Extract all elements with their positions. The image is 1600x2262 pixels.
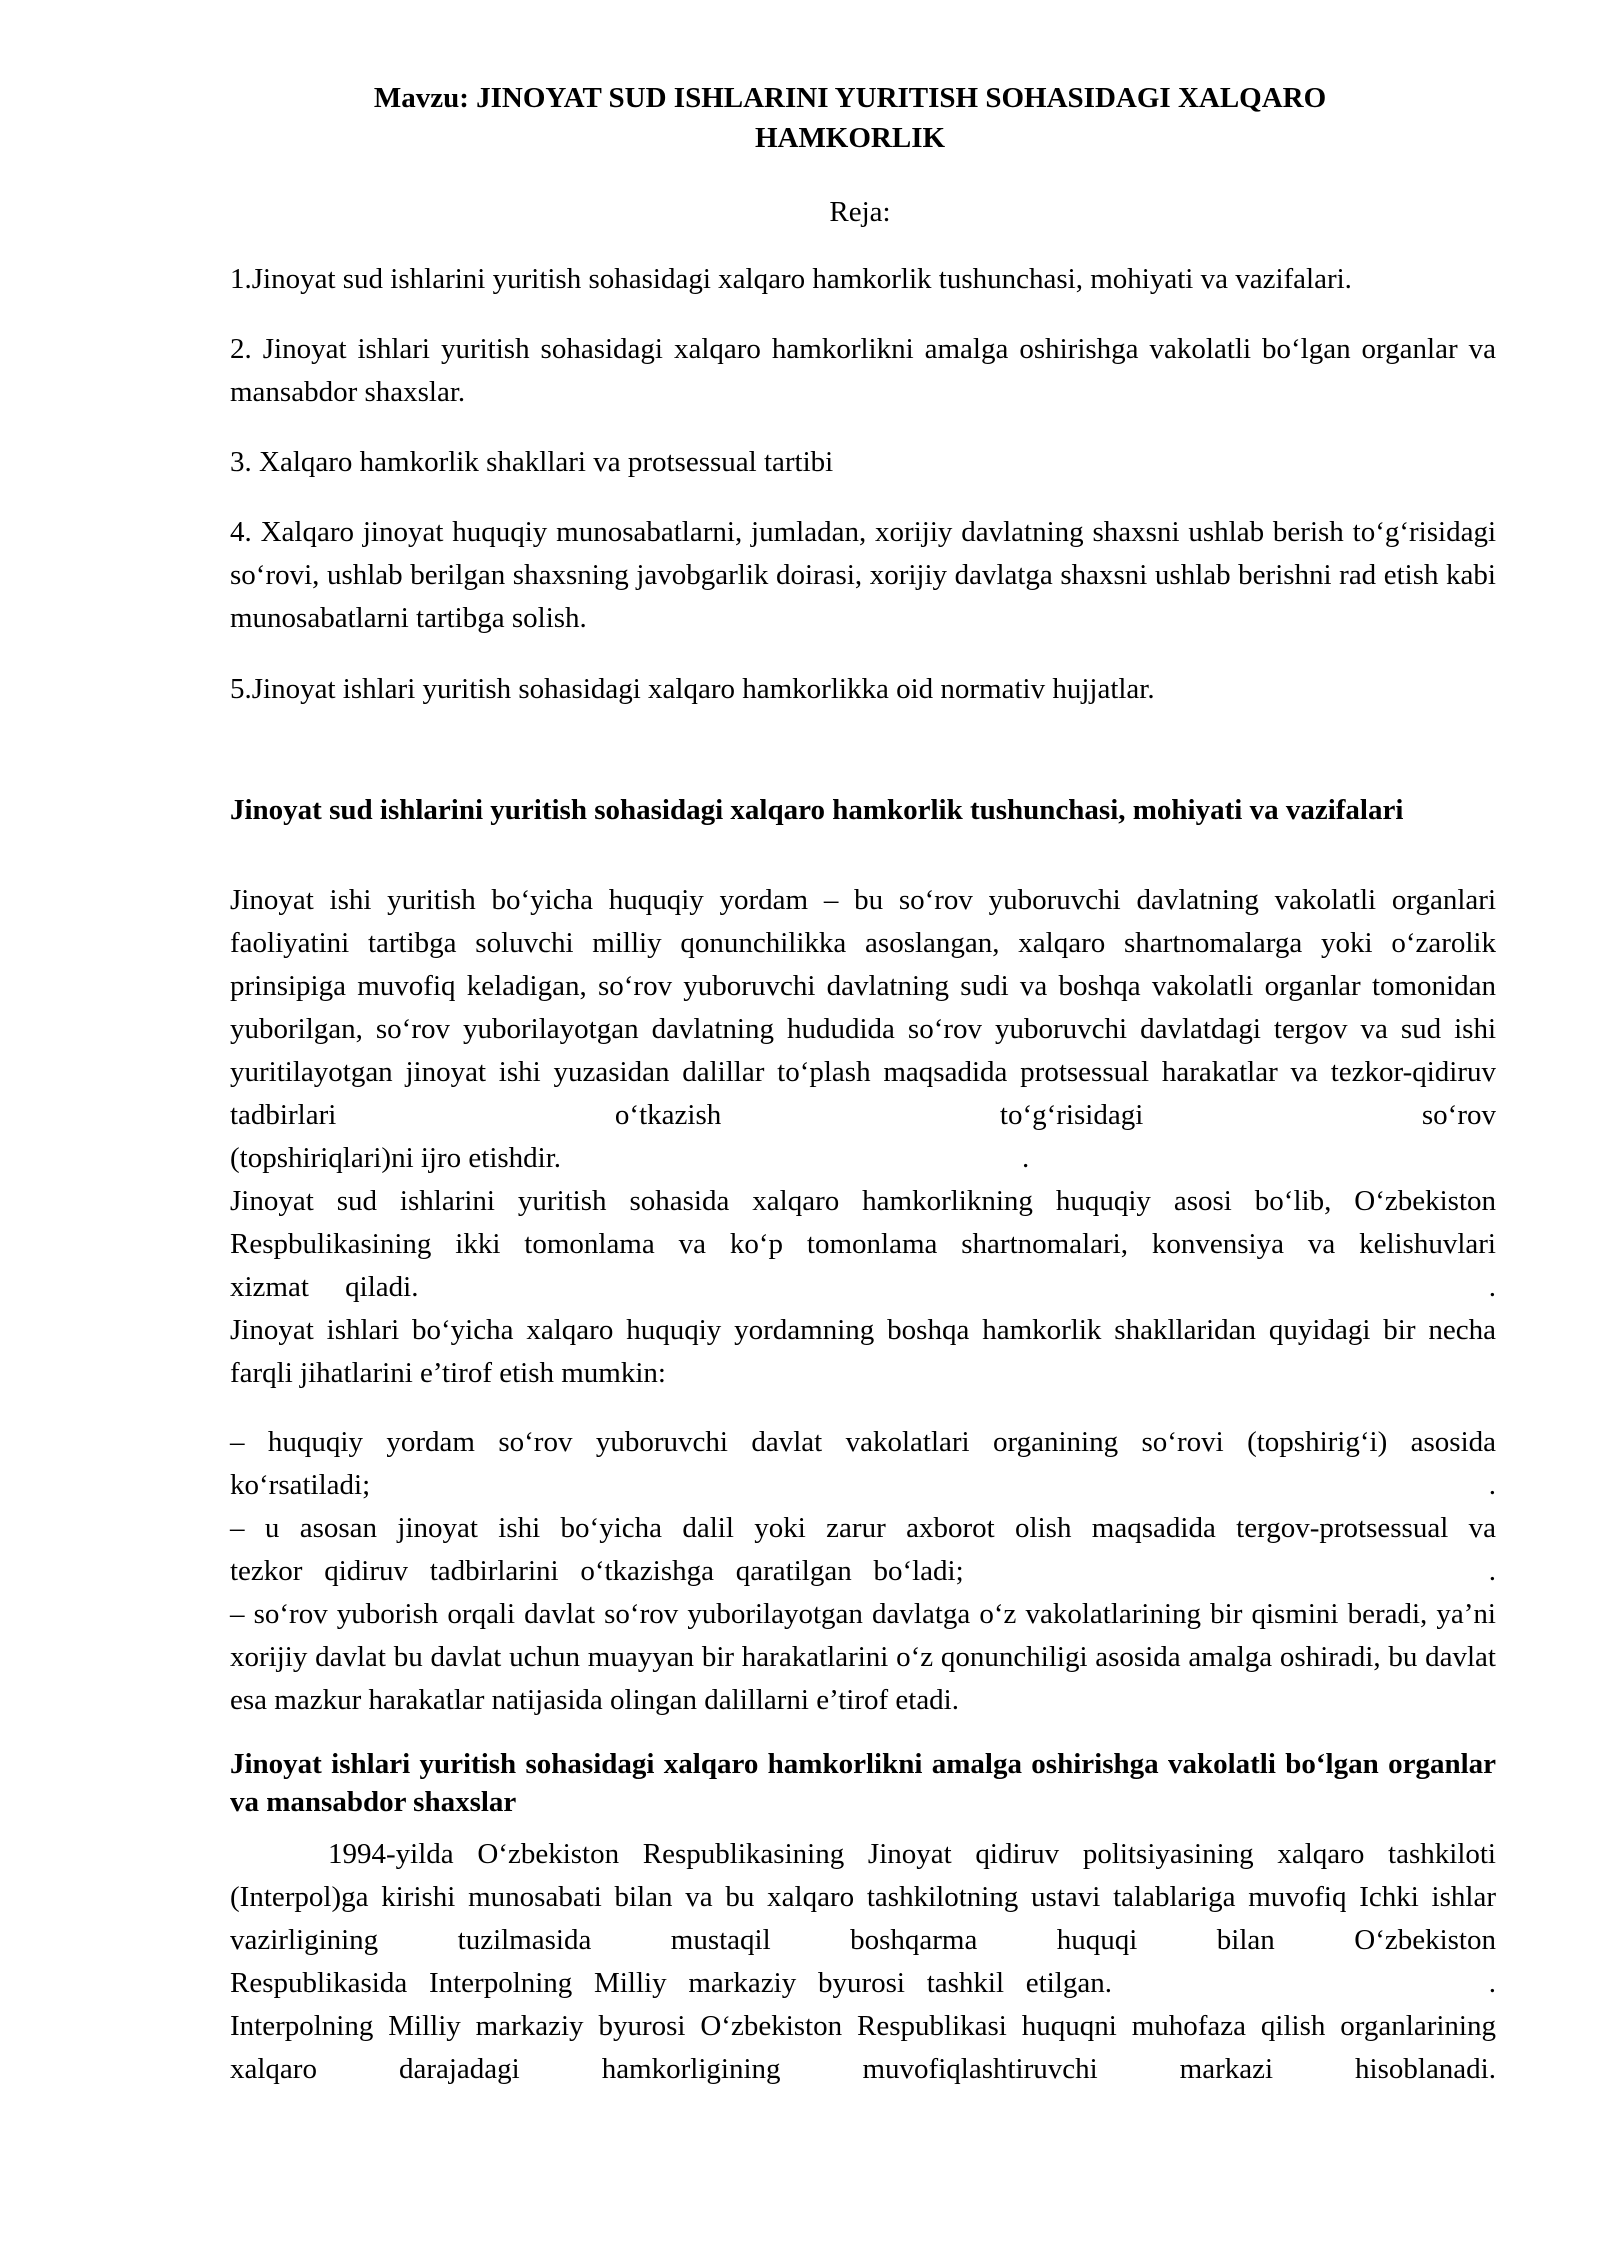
dash-2-last-line: tezkor qidiruv tadbirlarini o‘tkazishga qaratilgan bo‘ladi; — [230, 1555, 964, 1587]
section-2-paragraph-1-last-line: Respublikasida Interpolning Milliy markaziy byurosi tashkil etilgan. — [230, 1967, 1112, 1999]
trailing-dot: . — [1488, 1555, 1496, 1587]
plan-item-2: 2. Jinoyat ishlari yuritish sohasidagi xalqaro hamkorlikni amalga oshirishga vakolatli bo‘lgan organlar va mansabdor shaxslar. — [230, 333, 1496, 408]
section-2-heading: Jinoyat ishlari yuritish sohasidagi xalqaro hamkorlikni amalga oshirishga vakolatli bo‘lgan organlar va mansabdor shaxslar — [230, 1748, 1496, 1818]
feature-dash-2-end — [230, 1550, 1496, 1593]
section-1-paragraph-2-end — [230, 1266, 1496, 1309]
plan-item-3: 3. Xalqaro hamkorlik shakllari va protsessual tartibi — [230, 446, 834, 478]
feature-dash-3: – so‘rov yuborish orqali davlat so‘rov yuborilayotgan davlatga o‘z vakolatlarining bir qismini beradi, ya’ni xorijiy davlat bu davlat uchun muayyan bir harakatlarini o‘z qonunchiligi asosida amalga oshiradi, bu davlat esa mazkur harakatlar natijasida olingan dalillarni e’tirof etadi. — [230, 1598, 1496, 1716]
section-1-heading: Jinoyat sud ishlarini yuritish sohasidagi xalqaro hamkorlik tushunchasi, mohiyati va vazifalari — [230, 794, 1404, 826]
section-2-paragraph-2: Interpolning Milliy markaziy byurosi O‘zbekiston Respublikasi huquqni muhofaza qilish organlarining xalqaro darajadagi hamkorligining muvofiqlashtiruvchi markazi hisoblanadi. — [230, 2010, 1496, 2085]
paragraph-1-last-line: (topshiriqlari)ni ijro etishdir. — [230, 1142, 562, 1174]
feature-dash-1: – huquqiy yordam so‘rov yuboruvchi davlat vakolatlari organining so‘rovi (topshirig‘i) asosida — [230, 1426, 1496, 1458]
section-1-paragraph-3: Jinoyat ishlari bo‘yicha xalqaro huquqiy yordamning boshqa hamkorlik shakllaridan quyidagi bir necha farqli jihatlarini e’tirof etish mumkin: — [230, 1314, 1496, 1389]
trailing-dot: . — [1488, 1271, 1496, 1303]
feature-dash-2: – u asosan jinoyat ishi bo‘yicha dalil yoki zarur axborot olish maqsadida tergov-protsessual va — [230, 1512, 1496, 1544]
section-2-paragraph-1: 1994-yilda O‘zbekiston Respublikasining Jinoyat qidiruv politsiyasining xalqaro tashkiloti (Interpol)ga kirishi munosabati bilan va bu xalqaro tashkilotning ustavi talablariga muvofiq Ichki ishlar vazirligining tuzilmasida mustaqil boshqarma huquqi bilan O‘zbekiston — [230, 1838, 1496, 1956]
title-line-2: HAMKORLIK — [754, 122, 946, 154]
document-title — [200, 78, 1500, 158]
section-1-paragraph-1: Jinoyat ishi yuritish bo‘yicha huquqiy yordam – bu so‘rov yuboruvchi davlatning vakolatli organlari faoliyatini tartibga soluvchi milliy qonunchilikka asoslangan, xalqaro shartnomalarga yoki o‘zarolik prinsipiga muvofiq keladigan, so‘rov yuboruvchi davlatning sudi va boshqa vakolatli organlar tomonidan yuborilgan, so‘rov yuborilayotgan davlatning hududida so‘rov yuboruvchi davlatdagi tergov va sud ishi yuritilayotgan jinoyat ishi yuzasidan dalillar to‘plash maqsadida protsessual harakatlar va tezkor-qidiruv tadbirlari o‘tkazish to‘g‘risidagi so‘rov — [230, 884, 1496, 1131]
trailing-dot: . — [1022, 1142, 1030, 1174]
title-line-1: Mavzu: JINOYAT SUD ISHLARINI YURITISH SOHASIDAGI XALQARO — [373, 82, 1327, 114]
plan-item-4: 4. Xalqaro jinoyat huquqiy munosabatlarni, jumladan, xorijiy davlatning shaxsni ushlab berish to‘g‘risidagi so‘rovi, ushlab berilgan shaxsning javobgarlik doirasi, xorijiy davlatga shaxsni ushlab berishni rad etish kabi munosabatlarni tartibga solish. — [230, 516, 1496, 634]
plan-item-5: 5.Jinoyat ishlari yuritish sohasidagi xalqaro hamkorlikka oid normativ hujjatlar. — [230, 673, 1155, 705]
paragraph-2-last-line: xizmat qiladi. — [230, 1271, 419, 1303]
feature-dash-1-end — [230, 1464, 1496, 1507]
trailing-dot: . — [1488, 1967, 1496, 1999]
section-1-paragraph-1-end — [230, 1137, 1496, 1180]
plan-item-1: 1.Jinoyat sud ishlarini yuritish sohasidagi xalqaro hamkorlik tushunchasi, mohiyati va vazifalari. — [230, 263, 1352, 295]
section-1-paragraph-2: Jinoyat sud ishlarini yuritish sohasida xalqaro hamkorlikning huquqiy asosi bo‘lib, O‘zbekiston Respbulikasining ikki tomonlama va ko‘p tomonlama shartnomalari, konvensiya va kelishuvlari — [230, 1185, 1496, 1260]
section-2-paragraph-1-end — [230, 1962, 1496, 2005]
plan-heading: Reja: — [829, 196, 891, 228]
trailing-dot: . — [1488, 1469, 1496, 1501]
dash-1-last-line: ko‘rsatiladi; — [230, 1469, 371, 1501]
